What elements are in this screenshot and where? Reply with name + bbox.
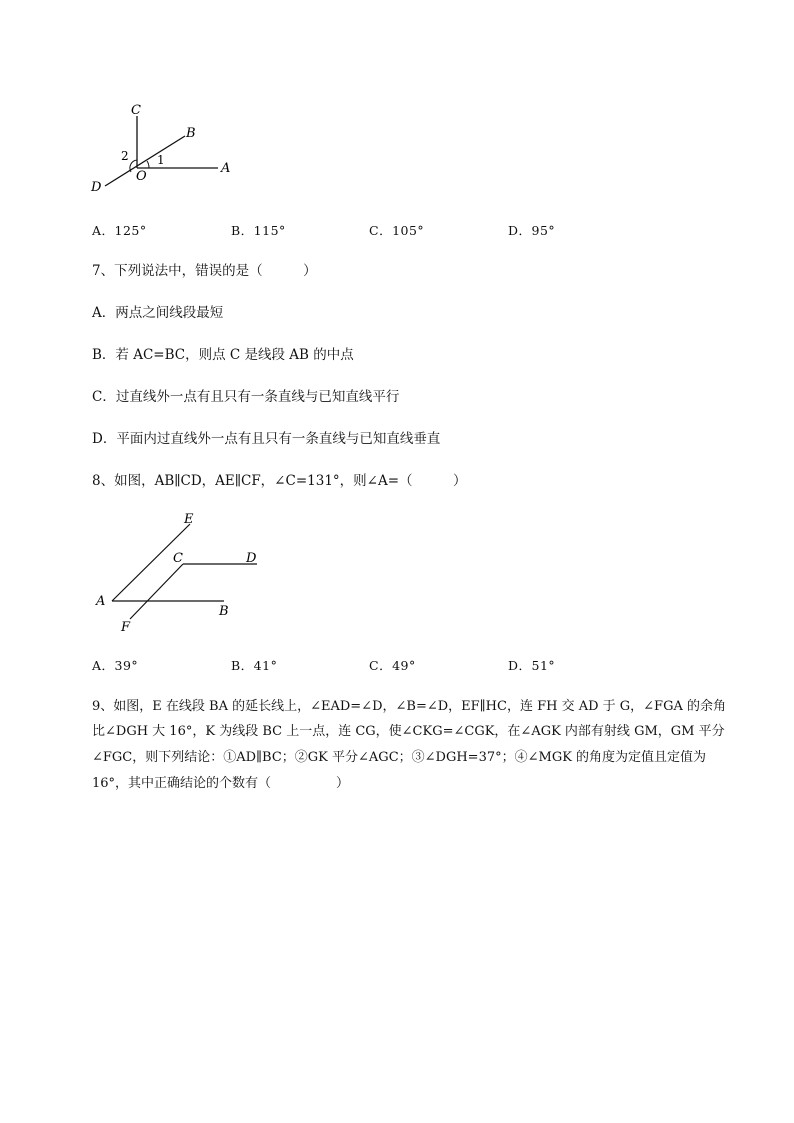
- label-c: C: [131, 103, 141, 118]
- label-b: B: [186, 126, 196, 141]
- q8-option-a: A．39°: [92, 658, 139, 673]
- angle-arc-1: [147, 161, 149, 168]
- label-c: C: [173, 551, 183, 566]
- q9-line-2: 比∠DGH 大 16°，K 为线段 BC 上一点，连 CG，使∠CKG=∠CGK，在∠AGK 内部有射线 GM，GM 平分: [92, 724, 725, 739]
- q6-option-a: A．125°: [92, 223, 147, 238]
- q6-option-c: C．105°: [369, 223, 425, 238]
- q8-option-d: D．51°: [508, 658, 556, 673]
- q7-option-d: D．平面内过直线外一点有且只有一条直线与已知直线垂直: [92, 431, 441, 447]
- label-angle-2: 2: [121, 149, 129, 163]
- q6-option-d: D．95°: [508, 223, 556, 238]
- q7-option-a: A．两点之间线段最短: [92, 305, 224, 321]
- parallel-lines-figure-q8: [90, 508, 270, 638]
- label-b: B: [219, 604, 229, 619]
- label-f: F: [121, 620, 131, 635]
- q8-stem: 8、如图，AB∥CD，AE∥CF，∠C=131°，则∠A=（ ）: [92, 473, 467, 489]
- q7-option-c: C．过直线外一点有且只有一条直线与已知直线平行: [92, 389, 400, 405]
- q7-stem: 7、下列说法中，错误的是（ ）: [92, 263, 317, 279]
- q7-option-b: B．若 AC=BC，则点 C 是线段 AB 的中点: [92, 347, 354, 363]
- angle-figure-q6: [85, 100, 245, 195]
- label-a: A: [221, 161, 231, 176]
- q8-option-b: B．41°: [231, 658, 278, 673]
- segment-cf: [130, 564, 183, 619]
- q9-line-3: ∠FGC，则下列结论：①AD∥BC；②GK 平分∠AGC；③∠DGH=37°；④∠MGK 的角度为定值且定值为: [92, 750, 707, 765]
- q6-option-b: B．115°: [231, 223, 286, 238]
- label-d: D: [91, 180, 102, 195]
- label-o: O: [136, 169, 147, 184]
- label-a: A: [96, 594, 106, 609]
- q8-option-c: C．49°: [369, 658, 416, 673]
- q9-line-4: 16°，其中正确结论的个数有（ ）: [92, 776, 350, 791]
- label-e: E: [184, 512, 194, 527]
- label-d: D: [246, 551, 257, 566]
- q9-line-1: 9、如图，E 在线段 BA 的延长线上，∠EAD=∠D，∠B=∠D，EF∥HC，连 FH 交 AD 于 G，∠FGA 的余角: [92, 699, 726, 714]
- label-angle-1: 1: [157, 153, 165, 167]
